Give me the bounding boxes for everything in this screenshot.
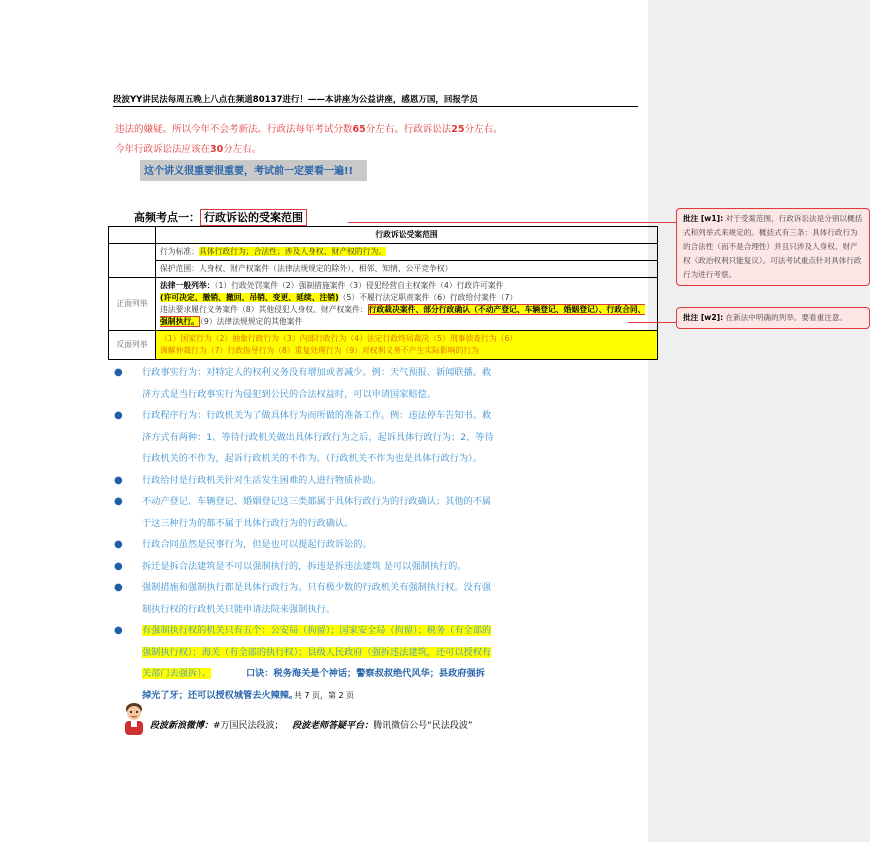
section-title-highlight: 行政诉讼的受案范围: [200, 209, 307, 226]
bullet-icon: ●: [114, 410, 123, 421]
bullet-icon: ●: [114, 367, 123, 378]
negative-label: 反面列举: [109, 331, 156, 360]
positive-cell: 法律一般列举：（1）行政处罚案件（2）强制措施案件（3）侵犯经营自主权案件（4）行政许可案件 (许可决定、撤销、撤回、吊销、变更、延续、注销)（5）不履行法定职责案件（6）行政给付案件（7） 违法要求履行义务案件（8）其他侵犯人身权、财产权案件：行政裁决案件、部分行政确认（不动产登记、车辆登记、婚姻登记）、行政合同、强制执行。（9）法律法规规定的其他案件: [156, 278, 658, 331]
list-item: ● 拆迁是拆合法建筑是不可以强制执行的，拆违是拆违法建筑 是可以强制执行的。: [112, 556, 642, 578]
emphasis-note: 这个讲义很重要很重要，考试前一定要看一遍!!: [140, 160, 367, 181]
page-header: 段波YY讲民法每周五晚上八点在频道80137进行！——本讲座为公益讲座，感恩万国，回报学员: [113, 95, 478, 105]
table-row: [109, 244, 658, 261]
table-cell: [109, 227, 156, 244]
standard-cell: 行为标准：具体行政行为；合法性；涉及人身权、财产权的行为。: [156, 244, 658, 261]
comment-w1[interactable]: 批注 [w1]: 对于受案范围，行政诉讼法是分别以概括式和列举式来规定的。概括式有三条：具体行政行为的合法性（而不是合理性）并且只涉及人身权、财产权（政治权利只能复议）。可法考试重点针对具体行政行为进行考察。: [676, 208, 870, 286]
negative-cell: （1）国家行为（2）抽象行政行为（3）内部行政行为（4）法定行政终局裁决（5）刑事侦查行为（6） 调解仲裁行为（7）行政指导行为（8）重复处理行为（9）对权利义务不产生实际影响的行为: [156, 331, 658, 360]
table-row: [109, 227, 658, 244]
comment-anchor-line: [348, 222, 648, 223]
table-row: [109, 278, 658, 331]
header-rule: [113, 106, 638, 107]
positive-label: 正面列举: [109, 278, 156, 331]
table-caption: 行政诉讼受案范围: [156, 227, 658, 244]
intro-paragraph: 违法的嫌疑。所以今年不会考新法。行政法每年考试分数65分左右。行政诉讼法25分左右。 今年行政诉讼法应该在30分左右。: [115, 124, 503, 155]
bullet-icon: ●: [114, 625, 123, 636]
list-item: ● 强制措施和强制执行都是具体行政行为。只有极少数的行政机关有强制执行权。没有强 制执行权的行政机关只能申请法院来强制执行。: [112, 577, 642, 620]
scope-table: [108, 226, 658, 360]
bullet-icon: ●: [114, 496, 123, 507]
table-row: [109, 261, 658, 278]
avatar-icon: [120, 700, 148, 736]
footer-text: 段波新浪微博：#万国民法段波； 段波老师答疑平台：腾讯微信公号“民法段波”: [150, 721, 473, 731]
bullet-list: [112, 362, 642, 706]
table-cell: [109, 244, 156, 278]
section-title: 高频考点一： 行政诉讼的受案范围: [134, 209, 307, 225]
comment-connector: [628, 322, 676, 323]
list-item: ● 有强制执行权的机关只有五个：公安局（拘留）；国家安全局（拘留）；税务（有全部的 强制执行权）；海关（有全部的执行权）；县级人民政府（强拆违法建筑，还可以授权有 关部门去强拆）。 口诀：税务海关是个神话；警察叔叔绝代风华；县政府强拆 掉光了牙；还可以授权城管去火辣辣。: [112, 620, 642, 706]
bullet-icon: ●: [114, 539, 123, 550]
page-number: 共 7 页，第 2 页: [293, 691, 355, 700]
table-row: [109, 331, 658, 360]
list-item: ● 行政程序行为：行政机关为了做具体行为而所做的准备工作。例：违法停车告知书。救 济方式有两种：1、等待行政机关做出具体行政行为之后，起诉具体行政行为；2、等待 行政机关的不作为，起诉行政机关的不作为。（行政机关不作为也是具体行政行为）。: [112, 405, 642, 470]
protection-cell: 保护范围：人身权、财产权案件（法律法规规定的除外），相邻、知情、公平竞争权）: [156, 261, 658, 278]
bullet-icon: ●: [114, 474, 123, 486]
bullet-icon: ●: [114, 560, 123, 572]
comment-w2[interactable]: 批注 [w2]: 在新法中明确的列举。要看重注意。: [676, 307, 870, 329]
comment-pane: [648, 0, 870, 842]
list-item: ● 行政给付是行政机关针对生活发生困难的人进行物质补助。: [112, 470, 642, 492]
list-item: ● 不动产登记、车辆登记、婚姻登记这三类都属于具体行政行为的行政确认；其他的不属 于这三种行为的都不属于具体行政行为的行政确认。: [112, 491, 642, 534]
footer: [120, 700, 650, 740]
comment-connector: [648, 222, 676, 223]
list-item: ● 行政事实行为：对特定人的权利义务没有增加或者减少。例：天气预报、新闻联播。救 济方式是当行政事实行为侵犯到公民的合法权益时，可以申请国家赔偿。: [112, 362, 642, 405]
bullet-icon: ●: [114, 582, 123, 593]
list-item: ● 行政合同虽然是民事行为，但是也可以提起行政诉讼的。: [112, 534, 642, 556]
